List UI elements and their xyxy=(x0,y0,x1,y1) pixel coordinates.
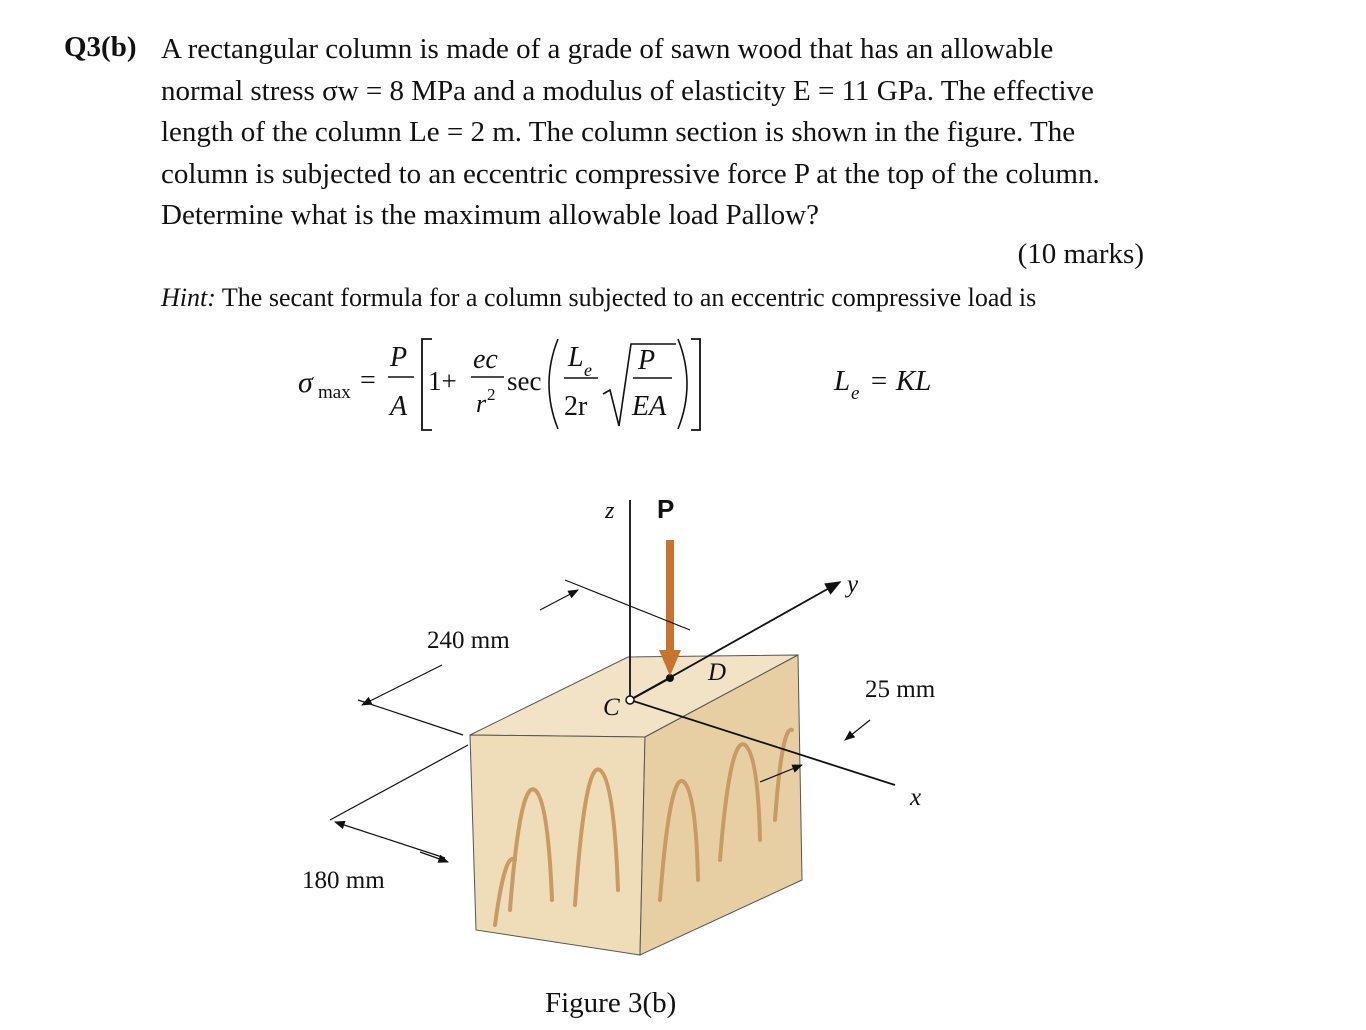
hint-label: Hint: xyxy=(161,283,216,312)
point-D-label: D xyxy=(708,659,727,686)
question-text xyxy=(161,29,1173,237)
x-axis-label: x xyxy=(910,784,922,811)
dim-240-arrow-lower xyxy=(362,665,442,705)
frac-r-exponent: 2 xyxy=(487,385,496,404)
column-figure xyxy=(200,455,1000,985)
frac-Le: L xyxy=(568,342,584,373)
frac-Le-subscript: e xyxy=(584,360,592,380)
question-line-3: length of the column Le = 2 m. The column section is shown in the figure. The xyxy=(161,116,1076,148)
effective-length-rhs: = KL xyxy=(869,365,932,397)
dim-180-label: 180 mm xyxy=(302,867,385,894)
z-axis-label: z xyxy=(605,498,615,524)
dim-180-line xyxy=(335,822,445,858)
effective-length-subscript: e xyxy=(851,383,860,404)
effective-length-L: L xyxy=(834,365,851,397)
secant-formula xyxy=(290,334,990,434)
question-line-4: column is subjected to an eccentric compressive force P at the top of the column. xyxy=(161,157,1100,190)
frac-ec: ec xyxy=(473,344,498,375)
equals-sign: = xyxy=(360,365,376,396)
hint-text: The secant formula for a column subjected to an eccentric compressive load is xyxy=(221,283,1037,312)
right-bracket xyxy=(691,339,700,430)
dim-25-arrow xyxy=(845,720,870,740)
hint xyxy=(161,283,1036,313)
dim-240-ext-left xyxy=(358,700,463,735)
sigma-symbol: σ xyxy=(298,366,313,399)
sigma-subscript: max xyxy=(318,382,351,403)
question-line-5: Determine what is the maximum allowable load Pallow? xyxy=(161,199,819,231)
question-line-1: A rectangular column is made of a grade of sawn wood that has an allowable xyxy=(161,33,1054,65)
right-paren xyxy=(678,339,687,429)
load-arrow-shaft xyxy=(666,540,674,652)
figure-caption: Figure 3(b) xyxy=(545,987,677,1019)
marks-label: (10 marks) xyxy=(1017,238,1144,270)
frac-A: A xyxy=(390,391,408,422)
one-plus: 1+ xyxy=(428,366,457,396)
left-paren xyxy=(549,339,558,429)
point-C xyxy=(626,696,634,704)
point-C-label: C xyxy=(603,694,620,721)
sec-function: sec xyxy=(507,366,542,396)
dim-25-label: 25 mm xyxy=(865,676,936,703)
sqrt-P: P xyxy=(638,345,656,376)
dim-240-arrow xyxy=(540,590,578,610)
frac-2r: 2r xyxy=(564,391,588,422)
sqrt-EA: EA xyxy=(632,391,667,422)
dim-180-ext-left xyxy=(330,745,468,820)
y-axis-label: y xyxy=(847,571,859,598)
frac-P: P xyxy=(390,342,408,373)
frac-r: r xyxy=(476,389,487,418)
load-label: P xyxy=(657,494,675,524)
question-line-2: normal stress σw = 8 MPa and a modulus of elasticity E = 11 GPa. The effective xyxy=(161,74,1094,107)
question-label: Q3(b) xyxy=(64,31,137,63)
dim-240-label: 240 mm xyxy=(427,627,510,654)
